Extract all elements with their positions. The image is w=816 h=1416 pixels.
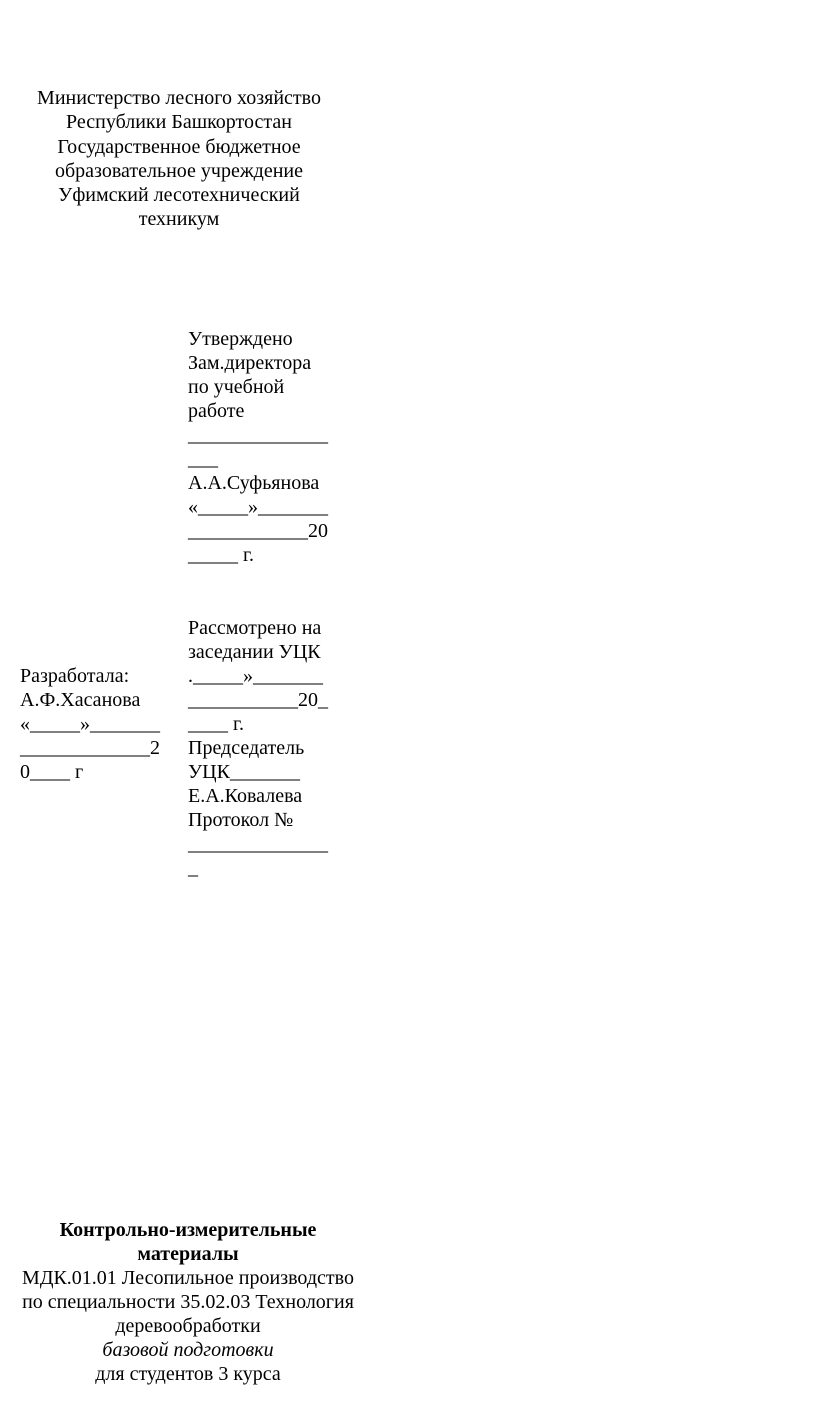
approval-line: работе <box>188 400 245 422</box>
specialty: по специальности 35.02.03 Технология <box>22 1291 354 1313</box>
developer-name: А.Ф.Хасанова <box>20 689 141 711</box>
approval-signatory: А.А.Суфьянова <box>188 472 320 494</box>
developer-block <box>20 664 170 784</box>
header-line: Уфимский лесотехнический <box>58 184 300 207</box>
approval-date-line: «_____»_______ <box>188 496 328 518</box>
approval-line: по учебной <box>188 376 285 398</box>
review-signatory: Е.А.Ковалева <box>188 785 303 807</box>
course-name: МДК.01.01 Лесопильное производство <box>22 1267 354 1289</box>
review-date-line: ____ г. <box>188 713 244 735</box>
review-line: Рассмотрено на <box>188 617 322 639</box>
review-line: Председатель <box>188 737 305 759</box>
approval-date-line: _____ г. <box>188 544 254 566</box>
review-protocol: Протокол № <box>188 809 294 831</box>
header-line: Министерство лесного хозяйство <box>37 87 321 109</box>
developer-date-line: «_____»_______ <box>20 713 160 735</box>
review-signature-line: УЦК_______ <box>188 761 300 783</box>
document-title: материалы <box>137 1243 239 1265</box>
header-line: Государственное бюджетное <box>57 135 301 158</box>
review-line: заседании УЦК <box>188 641 321 663</box>
approval-signature-line: ______________ <box>188 424 328 446</box>
review-date-line: ._____»_______ <box>188 665 323 687</box>
document-title: Контрольно-измерительные <box>59 1219 317 1241</box>
approval-signature-line: ___ <box>188 448 218 470</box>
approval-date-line: ____________20 <box>188 520 328 542</box>
institution-header <box>0 86 358 232</box>
header-line: техникум <box>138 208 220 231</box>
specialty: деревообработки <box>115 1315 261 1337</box>
header-line: Республики Башкортостан <box>66 111 292 134</box>
training-level: базовой подготовки <box>102 1339 274 1361</box>
review-block <box>188 616 348 880</box>
review-date-line: ___________20_ <box>188 689 328 711</box>
approval-line: Зам.директора <box>188 352 312 374</box>
approval-line: Утверждено <box>188 328 293 350</box>
document-title-block <box>0 1218 376 1386</box>
approval-block <box>188 327 348 567</box>
developer-date-line: _____________2 <box>20 737 160 759</box>
developer-date-line: 0____ г <box>20 761 84 783</box>
developer-line: Разработала: <box>20 665 130 687</box>
header-line: образовательное учреждение <box>54 159 303 182</box>
review-protocol-line: _ <box>188 857 198 879</box>
target-students: для студентов 3 курса <box>95 1363 281 1385</box>
review-protocol-line: ______________ <box>188 833 328 855</box>
